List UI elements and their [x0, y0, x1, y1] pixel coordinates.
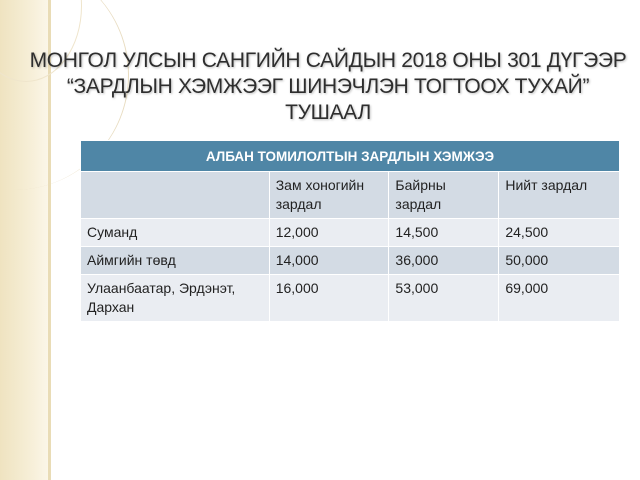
- slide-title: МОНГОЛ УЛСЫН САНГИЙН САЙДЫН 2018 ОНЫ 301 ДҮГЭЭР “ЗАРДЛЫН ХЭМЖЭЭГ ШИНЭЧЛЭН ТОГТООХ ТУХАЙ” ТУШААЛ: [29, 49, 627, 124]
- column-header-travel: Зам хоногийн зардал: [269, 172, 389, 219]
- row-place: Улаанбаатар, Эрдэнэт, Дархан: [81, 275, 270, 322]
- table-row: [81, 219, 620, 247]
- row-travel: 12,000: [269, 219, 389, 247]
- row-lodging: 36,000: [389, 247, 499, 275]
- table-header: АЛБАН ТОМИЛОЛТЫН ЗАРДЛЫН ХЭМЖЭЭ: [81, 141, 620, 172]
- row-travel: 16,000: [269, 275, 389, 322]
- row-total: 69,000: [499, 275, 620, 322]
- column-header-lodging: Байрны зардал: [389, 172, 499, 219]
- row-total: 50,000: [499, 247, 620, 275]
- column-header-row: [81, 172, 620, 219]
- column-header-empty: [81, 172, 270, 219]
- row-place: Аймгийн төвд: [81, 247, 270, 275]
- row-total: 24,500: [499, 219, 620, 247]
- row-lodging: 53,000: [389, 275, 499, 322]
- table-header-row: [81, 141, 620, 172]
- table-row: [81, 275, 620, 322]
- column-header-total: Нийт зардал: [499, 172, 620, 219]
- expense-table: [80, 140, 620, 322]
- row-place: Суманд: [81, 219, 270, 247]
- table-row: [81, 247, 620, 275]
- row-travel: 14,000: [269, 247, 389, 275]
- row-lodging: 14,500: [389, 219, 499, 247]
